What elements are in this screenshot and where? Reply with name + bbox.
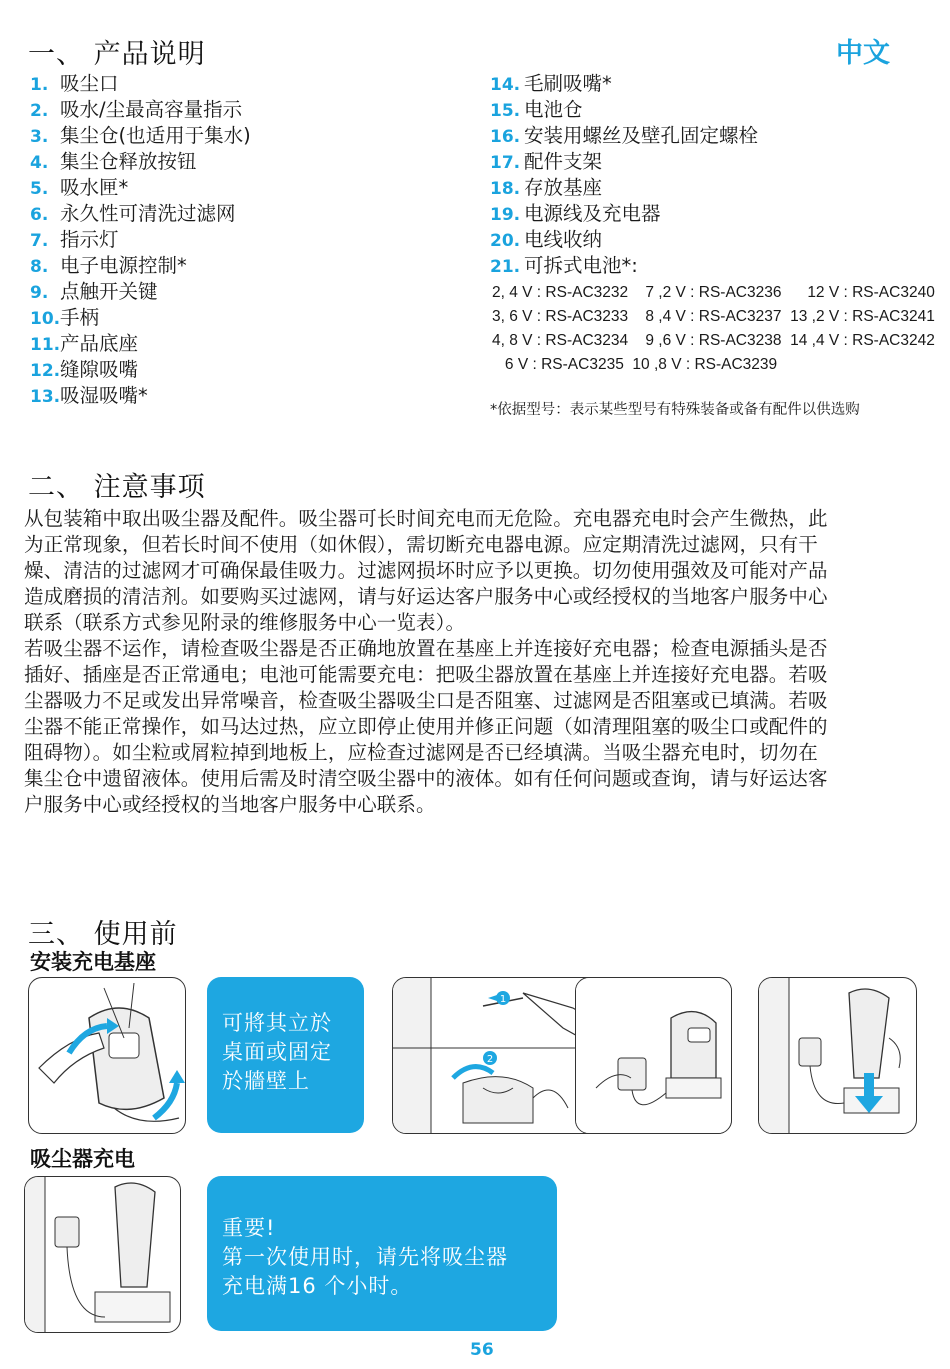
section1-title: 一、 产品说明 — [28, 39, 206, 70]
part-number: 10. — [30, 309, 61, 329]
part-item — [30, 305, 99, 332]
base-plugged-drawing — [576, 978, 731, 1133]
part-item — [30, 123, 251, 150]
part-label: 缝隙吸嘴 — [60, 358, 139, 381]
part-label: 电池仓 — [524, 98, 583, 121]
part-number: 19. — [490, 205, 521, 225]
part-number: 1. — [30, 75, 49, 95]
part-label: 毛刷吸嘴* — [524, 72, 612, 95]
part-number: 16. — [490, 127, 521, 147]
subheading-install-base: 安装充电基座 — [30, 950, 156, 974]
battery-row: 6 V : RS-AC3235 10 ,8 V : RS-AC3239 — [492, 356, 778, 373]
part-label: 电子电源控制* — [60, 254, 187, 277]
language-label: 中文 — [836, 38, 890, 69]
part-number: 7. — [30, 231, 49, 251]
part-item — [490, 201, 661, 228]
mounting-text: 可將其立於 桌面或固定 於牆壁上 — [222, 1011, 332, 1093]
part-item — [490, 123, 758, 150]
dock-vacuum-drawing — [759, 978, 916, 1133]
part-number: 8. — [30, 257, 49, 277]
part-number: 4. — [30, 153, 49, 173]
part-label: 存放基座 — [524, 176, 603, 199]
part-label: 吸尘口 — [60, 72, 119, 95]
charging-drawing — [25, 1177, 180, 1332]
part-label: 电源线及充电器 — [524, 202, 661, 225]
rotate-base-drawing — [29, 978, 185, 1133]
part-label: 吸水匣* — [60, 176, 129, 199]
part-number: 11. — [30, 335, 61, 355]
part-number: 21. — [490, 257, 521, 277]
part-label: 可拆式电池*: — [524, 254, 638, 277]
part-number: 20. — [490, 231, 521, 251]
part-number: 12. — [30, 361, 61, 381]
part-item — [30, 383, 148, 410]
part-label: 点触开关键 — [60, 280, 158, 303]
part-number: 9. — [30, 283, 49, 303]
part-label: 集尘仓(也适用于集水) — [60, 124, 251, 147]
illustration-dock-vacuum — [758, 977, 917, 1134]
part-item — [30, 331, 138, 358]
step-1-label: 1 — [499, 994, 507, 1005]
notes-text — [24, 506, 829, 818]
part-number: 3. — [30, 127, 49, 147]
part-label: 永久性可清洗过滤网 — [60, 202, 236, 225]
section2-title: 二、 注意事项 — [28, 472, 206, 503]
illustration-charging — [24, 1176, 181, 1333]
part-item — [30, 149, 197, 176]
part-item — [490, 227, 602, 254]
step-2-label: 2 — [486, 1054, 494, 1065]
part-item — [490, 97, 583, 124]
part-label: 电线收纳 — [524, 228, 603, 251]
part-item — [490, 149, 602, 176]
part-number: 17. — [490, 153, 521, 173]
battery-row: 2, 4 V : RS-AC3232 7 ,2 V : RS-AC3236 12 V : RS-AC3240 — [492, 284, 935, 301]
part-label: 配件支架 — [524, 150, 603, 173]
part-item — [30, 227, 119, 254]
part-number: 18. — [490, 179, 521, 199]
illustration-rotate-base — [28, 977, 186, 1134]
part-item — [30, 97, 242, 124]
important-line-1: 第一次使用时，请先将吸尘器 — [222, 1245, 508, 1269]
illustration-base-plugged — [575, 977, 732, 1134]
part-item — [30, 357, 138, 384]
part-item — [490, 253, 638, 280]
part-label: 吸湿吸嘴* — [60, 384, 148, 407]
info-box-mounting — [207, 977, 364, 1133]
battery-row: 3, 6 V : RS-AC3233 8 ,4 V : RS-AC3237 13 ,2 V : RS-AC3241 — [492, 308, 935, 325]
part-number: 6. — [30, 205, 49, 225]
subheading-charging: 吸尘器充电 — [30, 1147, 135, 1171]
part-label: 吸水/尘最高容量指示 — [60, 98, 243, 121]
part-number: 15. — [490, 101, 521, 121]
part-item — [30, 253, 187, 280]
part-number: 14. — [490, 75, 521, 95]
page-number: 56 — [470, 1340, 494, 1360]
part-label: 产品底座 — [60, 332, 139, 355]
part-label: 指示灯 — [60, 228, 119, 251]
part-number: 2. — [30, 101, 49, 121]
notes-paragraph-2: 若吸尘器不运作，请检查吸尘器是否正确地放置在基座上并连接好充电器；检查电源插头是否插好、插座是否正常通电；电池可能需要充电：把吸尘器放置在基座上并连接好充电器。若吸尘器吸力不足或发出异常噪音，检查吸尘器吸尘口是否阻塞、过滤网是否阻塞或已填满。若吸尘器不能正常操作，如马达过热，应立即停止使用并修正问题（如清理阻塞的吸尘口或配件的阻碍物）。如尘粒或屑粒掉到地板上，应检查过滤网是否已经填满。当吸尘器充电时，切勿在集尘仓中遗留液体。使用后需及时清空吸尘器中的液体。如有任何问题或查询，请与好运达客户服务中心或经授权的当地客户服务中心联系。 — [24, 637, 828, 816]
part-item — [30, 175, 128, 202]
part-number: 13. — [30, 387, 61, 407]
part-item — [30, 279, 158, 306]
part-item — [490, 175, 602, 202]
part-item — [30, 201, 236, 228]
part-label: 集尘仓释放按钮 — [60, 150, 197, 173]
notes-paragraph-1: 从包装箱中取出吸尘器及配件。吸尘器可长时间充电而无危险。充电器充电时会产生微热，此为正常现象，但若长时间不使用（如休假），需切断充电器电源。应定期清洗过滤网，只有干燥、清洁的过滤网才可确保最佳吸力。过滤网损坏时应予以更换。切勿使用强效及可能对产品造成磨损的清洁剂。如要购买过滤网，请与好运达客户服务中心或经授权的当地客户服务中心联系（联系方式参见附录的维修服务中心一览表）。 — [24, 507, 828, 634]
info-box-important — [207, 1176, 557, 1331]
part-label: 手柄 — [60, 306, 100, 329]
important-heading: 重要! — [222, 1216, 276, 1240]
part-item — [490, 71, 612, 98]
battery-row: 4, 8 V : RS-AC3234 9 ,6 V : RS-AC3238 14 ,4 V : RS-AC3242 — [492, 332, 935, 349]
part-label: 安装用螺丝及壁孔固定螺栓 — [524, 124, 759, 147]
part-number: 5. — [30, 179, 49, 199]
part-item — [30, 71, 119, 98]
section3-title: 三、 使用前 — [28, 919, 178, 950]
important-line-2: 充电满16 个小时。 — [222, 1274, 413, 1298]
model-footnote: *依据型号：表示某些型号有特殊装备或备有配件以供选购 — [490, 402, 860, 418]
